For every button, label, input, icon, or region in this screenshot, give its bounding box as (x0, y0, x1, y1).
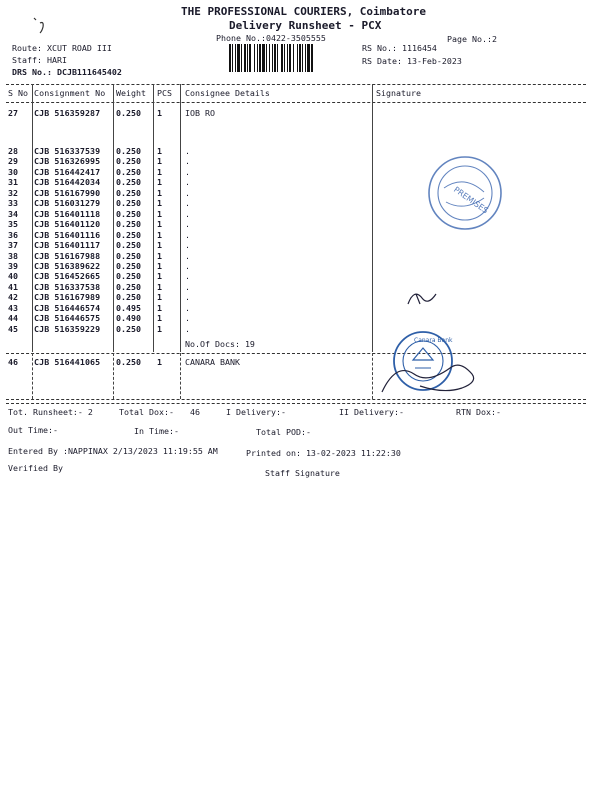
row-weight: 0.250 (116, 260, 141, 271)
row-pcs: 1 (157, 166, 162, 177)
row-sno: 33 (8, 198, 18, 209)
total-dox-label: Total Dox:- (119, 407, 174, 417)
drs-number: DRS No.: DCJB111645402 (12, 67, 122, 77)
row-details: . (185, 271, 190, 282)
row-consignment: CJB 516442417 (34, 166, 101, 177)
row-pcs: 1 (157, 198, 162, 209)
barcode-bar (274, 44, 276, 72)
row-details: . (185, 260, 190, 271)
barcode-bar (266, 44, 267, 72)
barcode-bar (249, 44, 251, 72)
phone-number: Phone No.:0422-3505555 (216, 33, 326, 43)
stamp-text: Canara Bank (414, 337, 453, 344)
row-details: . (185, 198, 190, 209)
stamp-text: PREMISES (451, 185, 490, 216)
row-details: . (185, 302, 190, 313)
col-pcs: PCS (157, 88, 172, 98)
row-details: . (185, 219, 190, 230)
row-weight: 0.250 (116, 187, 141, 198)
row-sno: 32 (8, 187, 18, 198)
barcode-bar (247, 44, 248, 72)
row-details: . (185, 156, 190, 167)
checkmark-doodle (404, 286, 440, 310)
in-time: In Time:- (134, 426, 179, 436)
premises-stamp (420, 148, 510, 238)
barcode-bar (229, 44, 231, 72)
row-sno: 30 (8, 166, 18, 177)
row-weight: 0.250 (116, 292, 141, 303)
row-pcs: 1 (157, 250, 162, 261)
row-sno: 36 (8, 229, 18, 240)
barcode-bar (302, 44, 303, 72)
row-sno: 31 (8, 177, 18, 188)
row-sno: 39 (8, 260, 18, 271)
barcode-bar (257, 44, 258, 72)
tot-runsheet: Tot. Runsheet:- 2 (8, 407, 93, 417)
barcode-bar (272, 44, 273, 72)
barcode-bar (311, 44, 313, 72)
barcode-bar (235, 44, 236, 72)
row-pcs: 1 (157, 240, 162, 251)
route: Route: XCUT ROAD III (12, 43, 112, 53)
row-details: . (185, 229, 190, 240)
row-consignment: CJB 516167989 (34, 292, 101, 303)
row-pcs: 1 (157, 292, 162, 303)
staff: Staff: HARI (12, 55, 67, 65)
row-sno: 29 (8, 156, 18, 167)
row-consignment: CJB 516442034 (34, 177, 101, 188)
row-sno: 41 (8, 281, 18, 292)
entered-by: Entered By :NAPPINAX 2/13/2023 11:19:55 AM (8, 446, 218, 456)
row-sno: 45 (8, 323, 18, 334)
col-line (372, 84, 373, 352)
col-line (180, 84, 181, 352)
row-details: . (185, 323, 190, 334)
barcode-bar (237, 44, 240, 72)
row-details: . (185, 208, 190, 219)
row-consignment: CJB 516359287 (34, 108, 101, 118)
barcode-bar (277, 44, 278, 72)
col-line (32, 353, 33, 399)
row-details: . (185, 240, 190, 251)
barcode-bar (284, 44, 285, 72)
row-weight: 0.250 (116, 208, 141, 219)
barcode-bar (281, 44, 283, 72)
col-signature: Signature (376, 88, 421, 98)
row-weight: 0.495 (116, 302, 141, 313)
row-details: IOB RO (185, 108, 215, 118)
row-pcs: 1 (157, 187, 162, 198)
row-consignment: CJB 516441065 (34, 357, 101, 367)
row-consignment: CJB 516452665 (34, 271, 101, 282)
row-weight: 0.250 (116, 146, 141, 156)
row-consignment: CJB 516167990 (34, 187, 101, 198)
row-pcs: 1 (157, 271, 162, 282)
row-details: . (185, 146, 190, 156)
barcode-bar (289, 44, 291, 72)
barcode-bar (293, 44, 294, 72)
row-consignment: CJB 516446574 (34, 302, 101, 313)
row-sno: 28 (8, 146, 18, 156)
row-pcs: 1 (157, 146, 162, 156)
row-details: . (185, 187, 190, 198)
divider (6, 84, 586, 85)
row-weight: 0.250 (116, 198, 141, 209)
barcode-bar (299, 44, 301, 72)
row-pcs: 1 (157, 156, 162, 167)
docs-count: No.Of Docs: 19 (185, 339, 255, 349)
row-pcs: 1 (157, 323, 162, 334)
row-details: . (185, 166, 190, 177)
row-pcs: 1 (157, 260, 162, 271)
row-sno: 44 (8, 313, 18, 324)
row-consignment: CJB 516401117 (34, 240, 101, 251)
barcode-bar (259, 44, 261, 72)
rs-date: RS Date: 13-Feb-2023 (362, 56, 462, 66)
col-line (153, 84, 154, 352)
row-weight: 0.250 (116, 323, 141, 334)
row-sno: 38 (8, 250, 18, 261)
row-sno: 34 (8, 208, 18, 219)
row-sno: 42 (8, 292, 18, 303)
row-weight: 0.250 (116, 166, 141, 177)
row-consignment: CJB 516401118 (34, 208, 101, 219)
rtn-dox: RTN Dox:- (456, 407, 501, 417)
row-consignment: CJB 516401116 (34, 229, 101, 240)
barcode-bar (305, 44, 306, 72)
total-pod: Total POD:- (256, 427, 311, 437)
col-sno: S No (8, 88, 28, 98)
row-weight: 0.250 (116, 219, 141, 230)
divider (6, 399, 586, 400)
barcode-bar (287, 44, 288, 72)
barcode-bar (297, 44, 298, 72)
row-details: CANARA BANK (185, 357, 240, 367)
row-weight: 0.250 (116, 108, 141, 118)
runsheet-title: Delivery Runsheet - PCX (229, 19, 382, 32)
barcode-bar (232, 44, 233, 72)
company-name: THE PROFESSIONAL COURIERS, Coimbatore (181, 5, 427, 18)
row-details: . (185, 250, 190, 261)
barcode-bar (241, 44, 242, 72)
row-weight: 0.250 (116, 271, 141, 282)
row-consignment: CJB 516359229 (34, 323, 101, 334)
i-delivery: I Delivery:- (226, 407, 286, 417)
row-details: . (185, 313, 190, 324)
row-consignment: CJB 516031279 (34, 198, 101, 209)
row-pcs: 1 (157, 219, 162, 230)
row-weight: 0.250 (116, 156, 141, 167)
barcode (229, 44, 357, 72)
row-pcs: 1 (157, 108, 162, 118)
row-consignment: CJB 516389622 (34, 260, 101, 271)
staff-signature: Staff Signature (265, 468, 340, 478)
divider (6, 102, 586, 103)
barcode-bar (254, 44, 255, 72)
row-pcs: 1 (157, 229, 162, 240)
col-line (113, 353, 114, 399)
handwritten-signature (376, 348, 486, 398)
col-line (372, 353, 373, 399)
ii-delivery: II Delivery:- (339, 407, 404, 417)
row-consignment: CJB 516446575 (34, 313, 101, 324)
row-pcs: 1 (157, 177, 162, 188)
row-pcs: 1 (157, 208, 162, 219)
row-pcs: 1 (157, 281, 162, 292)
row-sno: 43 (8, 302, 18, 313)
row-weight: 0.250 (116, 229, 141, 240)
total-dox-value: 46 (190, 407, 200, 417)
barcode-bar (307, 44, 310, 72)
row-consignment: CJB 516337539 (34, 146, 101, 156)
col-consignment: Consignment No (34, 88, 106, 98)
row-consignment: CJB 516167988 (34, 250, 101, 261)
page-number: Page No.:2 (447, 34, 497, 44)
pen-mark-icon (30, 15, 50, 35)
row-weight: 0.250 (116, 177, 141, 188)
row-details: . (185, 281, 190, 292)
row-weight: 0.250 (116, 357, 141, 367)
row-sno: 46 (8, 357, 18, 367)
divider (6, 353, 586, 354)
divider (6, 403, 586, 404)
row-weight: 0.250 (116, 281, 141, 292)
col-line (180, 353, 181, 399)
out-time: Out Time:- (8, 425, 58, 435)
row-weight: 0.490 (116, 313, 141, 324)
row-weight: 0.250 (116, 240, 141, 251)
row-sno: 35 (8, 219, 18, 230)
row-pcs: 1 (157, 313, 162, 324)
row-weight: 0.250 (116, 250, 141, 261)
row-sno: 27 (8, 108, 18, 118)
row-pcs: 1 (157, 302, 162, 313)
row-consignment: CJB 516337538 (34, 281, 101, 292)
row-details: . (185, 177, 190, 188)
barcode-bar (269, 44, 270, 72)
row-sno: 40 (8, 271, 18, 282)
barcode-bar (262, 44, 265, 72)
row-consignment: CJB 516326995 (34, 156, 101, 167)
col-line (113, 84, 114, 352)
verified-by: Verified By (8, 463, 63, 473)
row-consignment: CJB 516401120 (34, 219, 101, 230)
col-line (32, 84, 33, 352)
col-weight: Weight (116, 88, 146, 98)
row-sno: 37 (8, 240, 18, 251)
col-details: Consignee Details (185, 88, 270, 98)
row-pcs: 1 (157, 357, 162, 367)
row-details: . (185, 292, 190, 303)
printed-on: Printed on: 13-02-2023 11:22:30 (246, 448, 401, 458)
rs-number: RS No.: 1116454 (362, 43, 437, 53)
barcode-bar (244, 44, 246, 72)
